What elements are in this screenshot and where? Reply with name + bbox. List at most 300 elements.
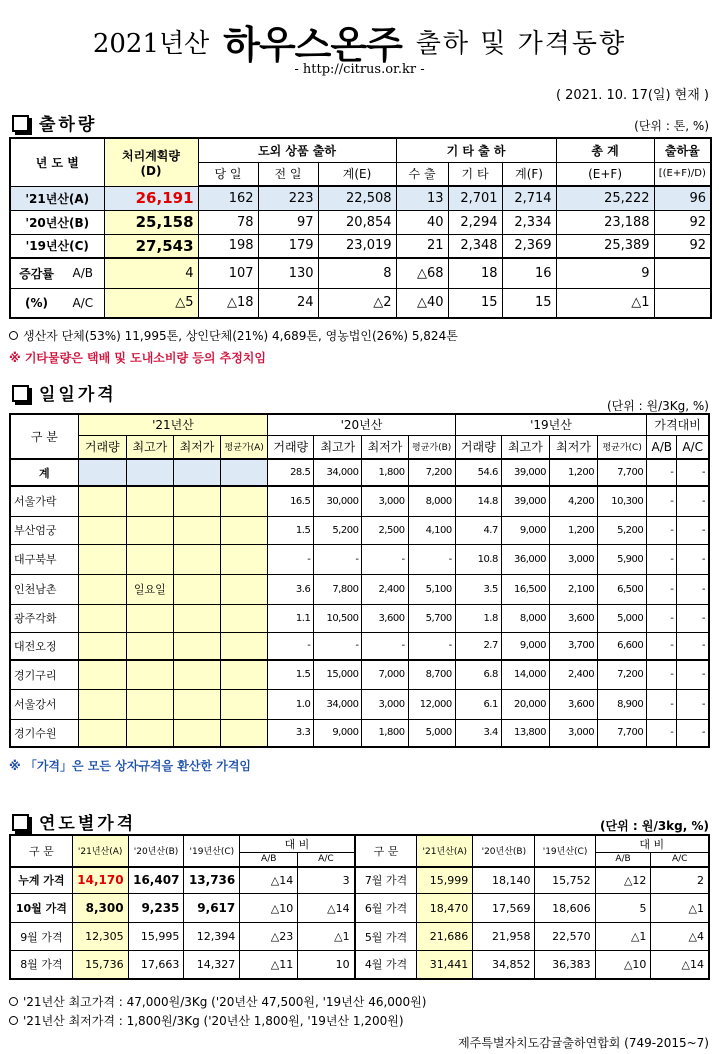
export-change-cell: △40 <box>396 288 448 318</box>
change-row-ab <box>10 258 711 288</box>
period-label: 7월 가격 <box>355 867 417 894</box>
ratio-ab-cell: △11 <box>240 951 298 979</box>
ratio-sub-header: [(E+F)/D) <box>654 162 711 186</box>
vol20-header: 거래량 <box>268 435 314 459</box>
price-cell: 3,000 <box>549 544 597 574</box>
yearly-row <box>10 894 709 923</box>
price-b-cell: 21,958 <box>473 923 535 951</box>
y19-right-header: '19년산(C) <box>535 835 595 867</box>
period-label: 4월 가격 <box>355 951 417 979</box>
plan-cell: 25,158 <box>104 210 198 234</box>
price-cell: 28.5 <box>268 459 314 486</box>
y21-empty-cell <box>173 574 220 604</box>
price-cell: 7,700 <box>598 459 647 486</box>
price-cell: 5,200 <box>314 516 362 544</box>
daily-title-text: 일일가격 <box>39 385 117 405</box>
ratio-cell: 92 <box>654 234 711 258</box>
dom-change-cell: 8 <box>318 258 396 288</box>
price-a-cell: 15,736 <box>72 951 128 979</box>
y21-empty-cell <box>78 719 126 747</box>
y21-empty-cell <box>126 604 173 632</box>
y21-empty-cell <box>78 604 126 632</box>
avg21-header: 평균가(A) <box>221 435 268 459</box>
market-name: 광주각화 <box>10 604 78 632</box>
y21-empty-cell <box>78 516 126 544</box>
price-cell: 4.7 <box>455 516 501 544</box>
year-cell: '20년산(B) <box>10 210 104 234</box>
y21-empty-cell <box>173 604 220 632</box>
price-cell: 9,000 <box>501 516 549 544</box>
other-change-cell: 15 <box>502 288 556 318</box>
price-cell: 3,000 <box>362 486 408 516</box>
price-b-cell: 17,663 <box>128 951 184 979</box>
ac-cell: - <box>677 719 709 747</box>
price-cell: 14,000 <box>501 660 549 689</box>
day-change-cell: 107 <box>198 258 258 288</box>
etc-change-cell: 18 <box>448 258 502 288</box>
market-name: 인천남촌 <box>10 574 78 604</box>
daily-price-table <box>9 413 710 748</box>
price-c-cell: 18,606 <box>535 894 595 923</box>
ac-cell: - <box>677 660 709 689</box>
price-cell: - <box>362 632 408 660</box>
plan-header-sub: (D) <box>140 163 162 178</box>
price-a-cell: 15,999 <box>417 867 473 894</box>
price-cell: 34,000 <box>314 459 362 486</box>
y21-empty-cell <box>173 689 220 719</box>
y21-empty-cell <box>221 516 268 544</box>
year-cell: '19년산(C) <box>10 234 104 258</box>
price-cell: 3.3 <box>268 719 314 747</box>
price-cell: 2,500 <box>362 516 408 544</box>
price-cell: 2.7 <box>455 632 501 660</box>
price-cell: 3,000 <box>362 689 408 719</box>
price-cell: 5,900 <box>598 544 647 574</box>
y21-empty-cell <box>221 719 268 747</box>
max19-header: 최고가 <box>501 435 549 459</box>
daily-row <box>10 459 709 486</box>
max20-header: 최고가 <box>314 435 362 459</box>
ratio-ab-cell: △14 <box>240 867 298 894</box>
period-label: 9월 가격 <box>10 923 72 951</box>
ab-cell: - <box>647 719 677 747</box>
price-cell: 13,800 <box>501 719 549 747</box>
gubun-left-header: 구 문 <box>10 835 72 867</box>
y21-empty-cell <box>78 632 126 660</box>
price-cell: 1.5 <box>268 516 314 544</box>
other-change-cell: 16 <box>502 258 556 288</box>
grand-sub-header: (E+F) <box>556 162 654 186</box>
etc-change-cell: 15 <box>448 288 502 318</box>
ab-left-header: A/B <box>240 853 298 867</box>
price-cell: 36,000 <box>501 544 549 574</box>
price-cell: - <box>408 544 455 574</box>
change-ab-label: A/B <box>62 258 104 288</box>
price-cell: 6,600 <box>598 632 647 660</box>
gubun-right-header: 구 문 <box>355 835 417 867</box>
vol21-header: 거래량 <box>78 435 126 459</box>
ac-right-header: A/C <box>651 853 709 867</box>
ratio-ab-cell: △12 <box>595 867 651 894</box>
export-cell: 21 <box>396 234 448 258</box>
price-c-cell: 13,736 <box>184 867 240 894</box>
min19-header: 최저가 <box>549 435 597 459</box>
checkbox-square-icon <box>12 385 29 402</box>
y21-empty-cell <box>78 660 126 689</box>
y21-empty-cell <box>126 632 173 660</box>
ratio-ac-cell: △1 <box>651 894 709 923</box>
y21-empty-cell <box>78 459 126 486</box>
price-cell: 1.5 <box>268 660 314 689</box>
price-cell: 7,000 <box>362 660 408 689</box>
year-cell: '21년산(A) <box>10 186 104 210</box>
ratio-header: 출하율 <box>654 138 711 162</box>
y20-left-header: '20년산(B) <box>128 835 184 867</box>
compare-left-header: 대 비 <box>240 835 355 853</box>
y21-empty-cell <box>126 719 173 747</box>
ab-header: A/B <box>647 435 677 459</box>
ratio-ac-cell: △1 <box>298 923 355 951</box>
day-cell: 162 <box>198 186 258 210</box>
y21-empty-cell <box>173 544 220 574</box>
title-main: 하우스온주 <box>223 23 402 67</box>
plan-cell: 27,543 <box>104 234 198 258</box>
y21-empty-cell <box>221 660 268 689</box>
compare-header: 가격대비 <box>647 414 709 435</box>
price-a-cell: 31,441 <box>417 951 473 979</box>
other-total-header: 계(F) <box>502 162 556 186</box>
y21-empty-cell <box>221 486 268 516</box>
avg19-header: 평균가(C) <box>598 435 647 459</box>
other-total-cell: 2,369 <box>502 234 556 258</box>
price-cell: 8,000 <box>408 486 455 516</box>
ab-cell: - <box>647 604 677 632</box>
price-cell: 3,600 <box>362 604 408 632</box>
price-cell: 6.1 <box>455 689 501 719</box>
price-cell: 5,000 <box>598 604 647 632</box>
compare-right-header: 대 비 <box>595 835 709 853</box>
daily-unit: (단위 : 원/3Kg, %) <box>606 399 709 413</box>
price-b-cell: 34,852 <box>473 951 535 979</box>
price-cell: 3.4 <box>455 719 501 747</box>
price-cell: 54.6 <box>455 459 501 486</box>
grand-change-cell: △1 <box>556 288 654 318</box>
daily-row <box>10 719 709 747</box>
y20-header: '20년산 <box>268 414 456 435</box>
y21-empty-cell <box>173 632 220 660</box>
price-cell: 8,000 <box>501 604 549 632</box>
price-cell: 5,700 <box>408 604 455 632</box>
yearly-price-table <box>9 834 710 980</box>
price-cell: 39,000 <box>501 486 549 516</box>
market-name: 부산엄궁 <box>10 516 78 544</box>
price-cell: 12,000 <box>408 689 455 719</box>
y21-left-header: '21년산(A) <box>72 835 128 867</box>
price-cell: 9,000 <box>314 719 362 747</box>
market-name: 서울가락 <box>10 486 78 516</box>
price-cell: 5,100 <box>408 574 455 604</box>
y21-empty-cell <box>173 516 220 544</box>
price-b-cell: 17,569 <box>473 894 535 923</box>
grand-change-cell: 9 <box>556 258 654 288</box>
yearly-title-text: 연도별가격 <box>39 814 137 834</box>
daily-section-title <box>12 380 117 405</box>
price-cell: 30,000 <box>314 486 362 516</box>
price-cell: - <box>268 632 314 660</box>
y21-empty-cell <box>126 660 173 689</box>
y21-empty-cell <box>78 544 126 574</box>
ac-header: A/C <box>677 435 709 459</box>
price-b-cell: 9,235 <box>128 894 184 923</box>
period-label: 8월 가격 <box>10 951 72 979</box>
daily-row <box>10 632 709 660</box>
daily-row <box>10 486 709 516</box>
other-shipment-note: ※ 기타물량은 택배 및 도내소비량 등의 추정치임 <box>9 351 266 365</box>
footer-org: 제주특별자치도감귤출하연합회 (749-2015~7) <box>458 1036 709 1050</box>
price-a-cell: 21,686 <box>417 923 473 951</box>
y19-left-header: '19년산(C) <box>184 835 240 867</box>
shipment-table <box>9 137 712 319</box>
y21-empty-cell <box>126 486 173 516</box>
producer-note-text: 생산자 단체(53%) 11,995톤, 상인단체(21%) 4,689톤, 영농법인(26%) 5,824톤 <box>23 329 458 343</box>
report-date: ( 2021. 10. 17(일) 현재 ) <box>555 88 709 103</box>
ratio-ac-cell: △14 <box>651 951 709 979</box>
market-name: 서울강서 <box>10 689 78 719</box>
y21-empty-cell <box>78 574 126 604</box>
price-a-cell: 8,300 <box>72 894 128 923</box>
yearly-section-title <box>12 809 136 834</box>
export-change-cell: △68 <box>396 258 448 288</box>
price-cell: 2,100 <box>549 574 597 604</box>
period-label: 10월 가격 <box>10 894 72 923</box>
plan-change-cell: 4 <box>104 258 198 288</box>
ratio-change-cell <box>654 288 711 318</box>
price-cell: 39,000 <box>501 459 549 486</box>
prev-cell: 97 <box>258 210 318 234</box>
circle-bullet-icon <box>9 1016 18 1025</box>
prev-cell: 223 <box>258 186 318 210</box>
domestic-header: 도외 상품 출하 <box>198 138 396 162</box>
other-header: 기 타 출 하 <box>396 138 556 162</box>
y20-right-header: '20년산(B) <box>473 835 535 867</box>
day-header: 당 일 <box>198 162 258 186</box>
checkbox-square-icon <box>12 115 29 132</box>
vol19-header: 거래량 <box>455 435 501 459</box>
price-cell: 3,600 <box>549 689 597 719</box>
grand-cell: 23,188 <box>556 210 654 234</box>
price-cell: 5,000 <box>408 719 455 747</box>
prev-change-cell: 130 <box>258 258 318 288</box>
producer-note <box>9 327 458 344</box>
price-cell: 5,200 <box>598 516 647 544</box>
y21-empty-cell <box>221 459 268 486</box>
price-cell: 6,500 <box>598 574 647 604</box>
title-prefix: 2021년산 <box>92 29 210 59</box>
ratio-ab-cell: △23 <box>240 923 298 951</box>
day-cell: 198 <box>198 234 258 258</box>
y21-empty-cell <box>221 604 268 632</box>
price-cell: 1,200 <box>549 516 597 544</box>
ratio-ac-cell: △14 <box>298 894 355 923</box>
ab-cell: - <box>647 516 677 544</box>
price-cell: - <box>314 632 362 660</box>
shipment-row-2021 <box>10 186 711 210</box>
market-name: 계 <box>10 459 78 486</box>
price-cell: 1,200 <box>549 459 597 486</box>
site-url[interactable]: - http://citrus.or.kr - <box>294 62 425 77</box>
daily-row <box>10 516 709 544</box>
prev-cell: 179 <box>258 234 318 258</box>
etc-cell: 2,701 <box>448 186 502 210</box>
y21-empty-cell <box>173 660 220 689</box>
y21-empty-cell <box>78 689 126 719</box>
etc-cell: 2,348 <box>448 234 502 258</box>
price-cell: 3,600 <box>549 604 597 632</box>
min-price-note <box>9 1012 404 1029</box>
price-c-cell: 14,327 <box>184 951 240 979</box>
price-cell: 1.8 <box>455 604 501 632</box>
price-c-cell: 36,383 <box>535 951 595 979</box>
ratio-ac-cell: 10 <box>298 951 355 979</box>
plan-change-cell: △5 <box>104 288 198 318</box>
export-header: 수 출 <box>396 162 448 186</box>
price-c-cell: 15,752 <box>535 867 595 894</box>
shipment-row-2019 <box>10 234 711 258</box>
ab-cell: - <box>647 486 677 516</box>
market-name: 대전오정 <box>10 632 78 660</box>
price-a-cell: 14,170 <box>72 867 128 894</box>
ab-cell: - <box>647 459 677 486</box>
price-c-cell: 9,617 <box>184 894 240 923</box>
ratio-ab-cell: △10 <box>240 894 298 923</box>
price-note: ※ 「가격」은 모든 상자규격을 환산한 가격임 <box>9 759 252 773</box>
price-cell: 34,000 <box>314 689 362 719</box>
price-cell: 7,800 <box>314 574 362 604</box>
ratio-ac-cell: 3 <box>298 867 355 894</box>
price-cell: 2,400 <box>549 660 597 689</box>
min-price-note-text: '21년산 최저가격 : 1,800원/3Kg ('20년산 1,800원, '19년산 1,200원) <box>23 1014 404 1028</box>
ratio-ab-cell: 5 <box>595 894 651 923</box>
price-cell: - <box>268 544 314 574</box>
ratio-cell: 96 <box>654 186 711 210</box>
y21-empty-cell <box>173 486 220 516</box>
ab-cell: - <box>647 689 677 719</box>
change-label: 증감률 <box>10 258 62 288</box>
daily-row <box>10 544 709 574</box>
price-cell: - <box>314 544 362 574</box>
price-cell: 3,700 <box>549 632 597 660</box>
y21-empty-cell <box>78 486 126 516</box>
circle-bullet-icon <box>9 331 18 340</box>
price-c-cell: 22,570 <box>535 923 595 951</box>
yearly-row <box>10 951 709 979</box>
price-cell: 16.5 <box>268 486 314 516</box>
plan-header-text: 처리계획량 <box>122 148 180 163</box>
ratio-ac-cell: △4 <box>651 923 709 951</box>
ac-cell: - <box>677 486 709 516</box>
y21-empty-cell <box>221 689 268 719</box>
dom-total-cell: 20,854 <box>318 210 396 234</box>
price-cell: 8,900 <box>598 689 647 719</box>
export-cell: 40 <box>396 210 448 234</box>
dom-change-cell: △2 <box>318 288 396 318</box>
market-name: 대구북부 <box>10 544 78 574</box>
price-cell: 20,000 <box>501 689 549 719</box>
y21-header: '21년산 <box>78 414 268 435</box>
yearly-row <box>10 923 709 951</box>
max-price-note-text: '21년산 최고가격 : 47,000원/3Kg ('20년산 47,500원, '19년산 46,000원) <box>23 995 427 1009</box>
ac-cell: - <box>677 604 709 632</box>
dom-total-cell: 22,508 <box>318 186 396 210</box>
y21-right-header: '21년산(A) <box>417 835 473 867</box>
ac-cell: - <box>677 574 709 604</box>
daily-row <box>10 574 709 604</box>
ratio-change-cell <box>654 258 711 288</box>
price-cell: 8,700 <box>408 660 455 689</box>
price-cell: 7,200 <box>598 660 647 689</box>
grand-cell: 25,222 <box>556 186 654 210</box>
price-cell: - <box>408 632 455 660</box>
price-a-cell: 12,305 <box>72 923 128 951</box>
price-cell: 4,200 <box>549 486 597 516</box>
period-label: 누계 가격 <box>10 867 72 894</box>
price-cell: 1,800 <box>362 459 408 486</box>
holiday-cell: 일요일 <box>126 574 173 604</box>
market-name: 경기구리 <box>10 660 78 689</box>
prev-day-header: 전 일 <box>258 162 318 186</box>
ab-right-header: A/B <box>595 853 651 867</box>
price-cell: 7,700 <box>598 719 647 747</box>
change-row-ac <box>10 288 711 318</box>
ac-cell: - <box>677 632 709 660</box>
price-cell: 16,500 <box>501 574 549 604</box>
ab-cell: - <box>647 660 677 689</box>
y21-empty-cell <box>221 632 268 660</box>
y21-empty-cell <box>221 574 268 604</box>
market-name: 경기수원 <box>10 719 78 747</box>
price-a-cell: 18,470 <box>417 894 473 923</box>
price-cell: 10,500 <box>314 604 362 632</box>
price-b-cell: 16,407 <box>128 867 184 894</box>
domestic-total-header: 계(E) <box>318 162 396 186</box>
price-cell: 2,400 <box>362 574 408 604</box>
min21-header: 최저가 <box>173 435 220 459</box>
y21-empty-cell <box>126 689 173 719</box>
price-cell: 10,300 <box>598 486 647 516</box>
price-cell: 4,100 <box>408 516 455 544</box>
etc-cell: 2,294 <box>448 210 502 234</box>
grand-header: 총 계 <box>556 138 654 162</box>
ac-cell: - <box>677 516 709 544</box>
year-header: 년 도 별 <box>10 138 104 186</box>
change-ac-label: A/C <box>62 288 104 318</box>
other-total-cell: 2,334 <box>502 210 556 234</box>
price-cell: 15,000 <box>314 660 362 689</box>
period-label: 5월 가격 <box>355 923 417 951</box>
y21-empty-cell <box>126 516 173 544</box>
avg20-header: 평균가(B) <box>408 435 455 459</box>
price-cell: - <box>362 544 408 574</box>
ab-cell: - <box>647 544 677 574</box>
price-cell: 1.1 <box>268 604 314 632</box>
yearly-unit: (단위 : 원/3kg, %) <box>600 819 709 833</box>
yearly-row <box>10 867 709 894</box>
price-b-cell: 18,140 <box>473 867 535 894</box>
pct-label: (%) <box>10 288 62 318</box>
grand-cell: 25,389 <box>556 234 654 258</box>
price-cell: 7,200 <box>408 459 455 486</box>
price-cell: 10.8 <box>455 544 501 574</box>
